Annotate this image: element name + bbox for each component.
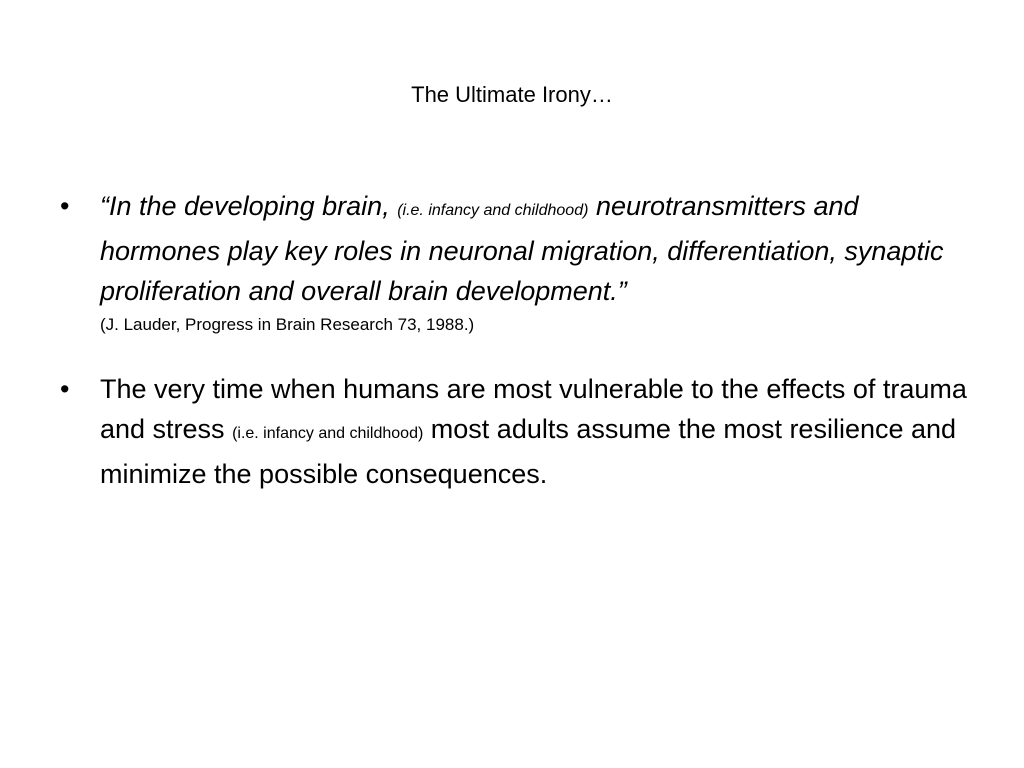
quote-text-parenthetical: (i.e. infancy and childhood): [397, 202, 589, 219]
quote-text: [100, 191, 943, 306]
statement-text-part1: The very time when humans are most vulnerable to the effects of trauma and stress: [100, 374, 967, 444]
citation: (J. Lauder, Progress in Brain Research 73, 1988.): [100, 315, 475, 334]
bullet-list: [60, 186, 970, 494]
bullet-marker: •: [60, 191, 70, 221]
bullet-quote: [60, 186, 970, 337]
bullet-statement: [60, 369, 970, 494]
slide-title: The Ultimate Irony…: [411, 82, 613, 107]
bullet-marker: •: [60, 374, 70, 404]
quote-text-part1: “In the developing brain,: [100, 191, 398, 221]
statement-text-parenthetical: (i.e. infancy and childhood): [232, 425, 424, 442]
quote-text-part2: neurotransmitters and hormones play key roles in neuronal migration, differentiation, synaptic proliferation and overall brain development.”: [100, 191, 944, 306]
statement-text-part2: most adults assume the most resilience and minimize the possible consequences.: [100, 414, 957, 489]
